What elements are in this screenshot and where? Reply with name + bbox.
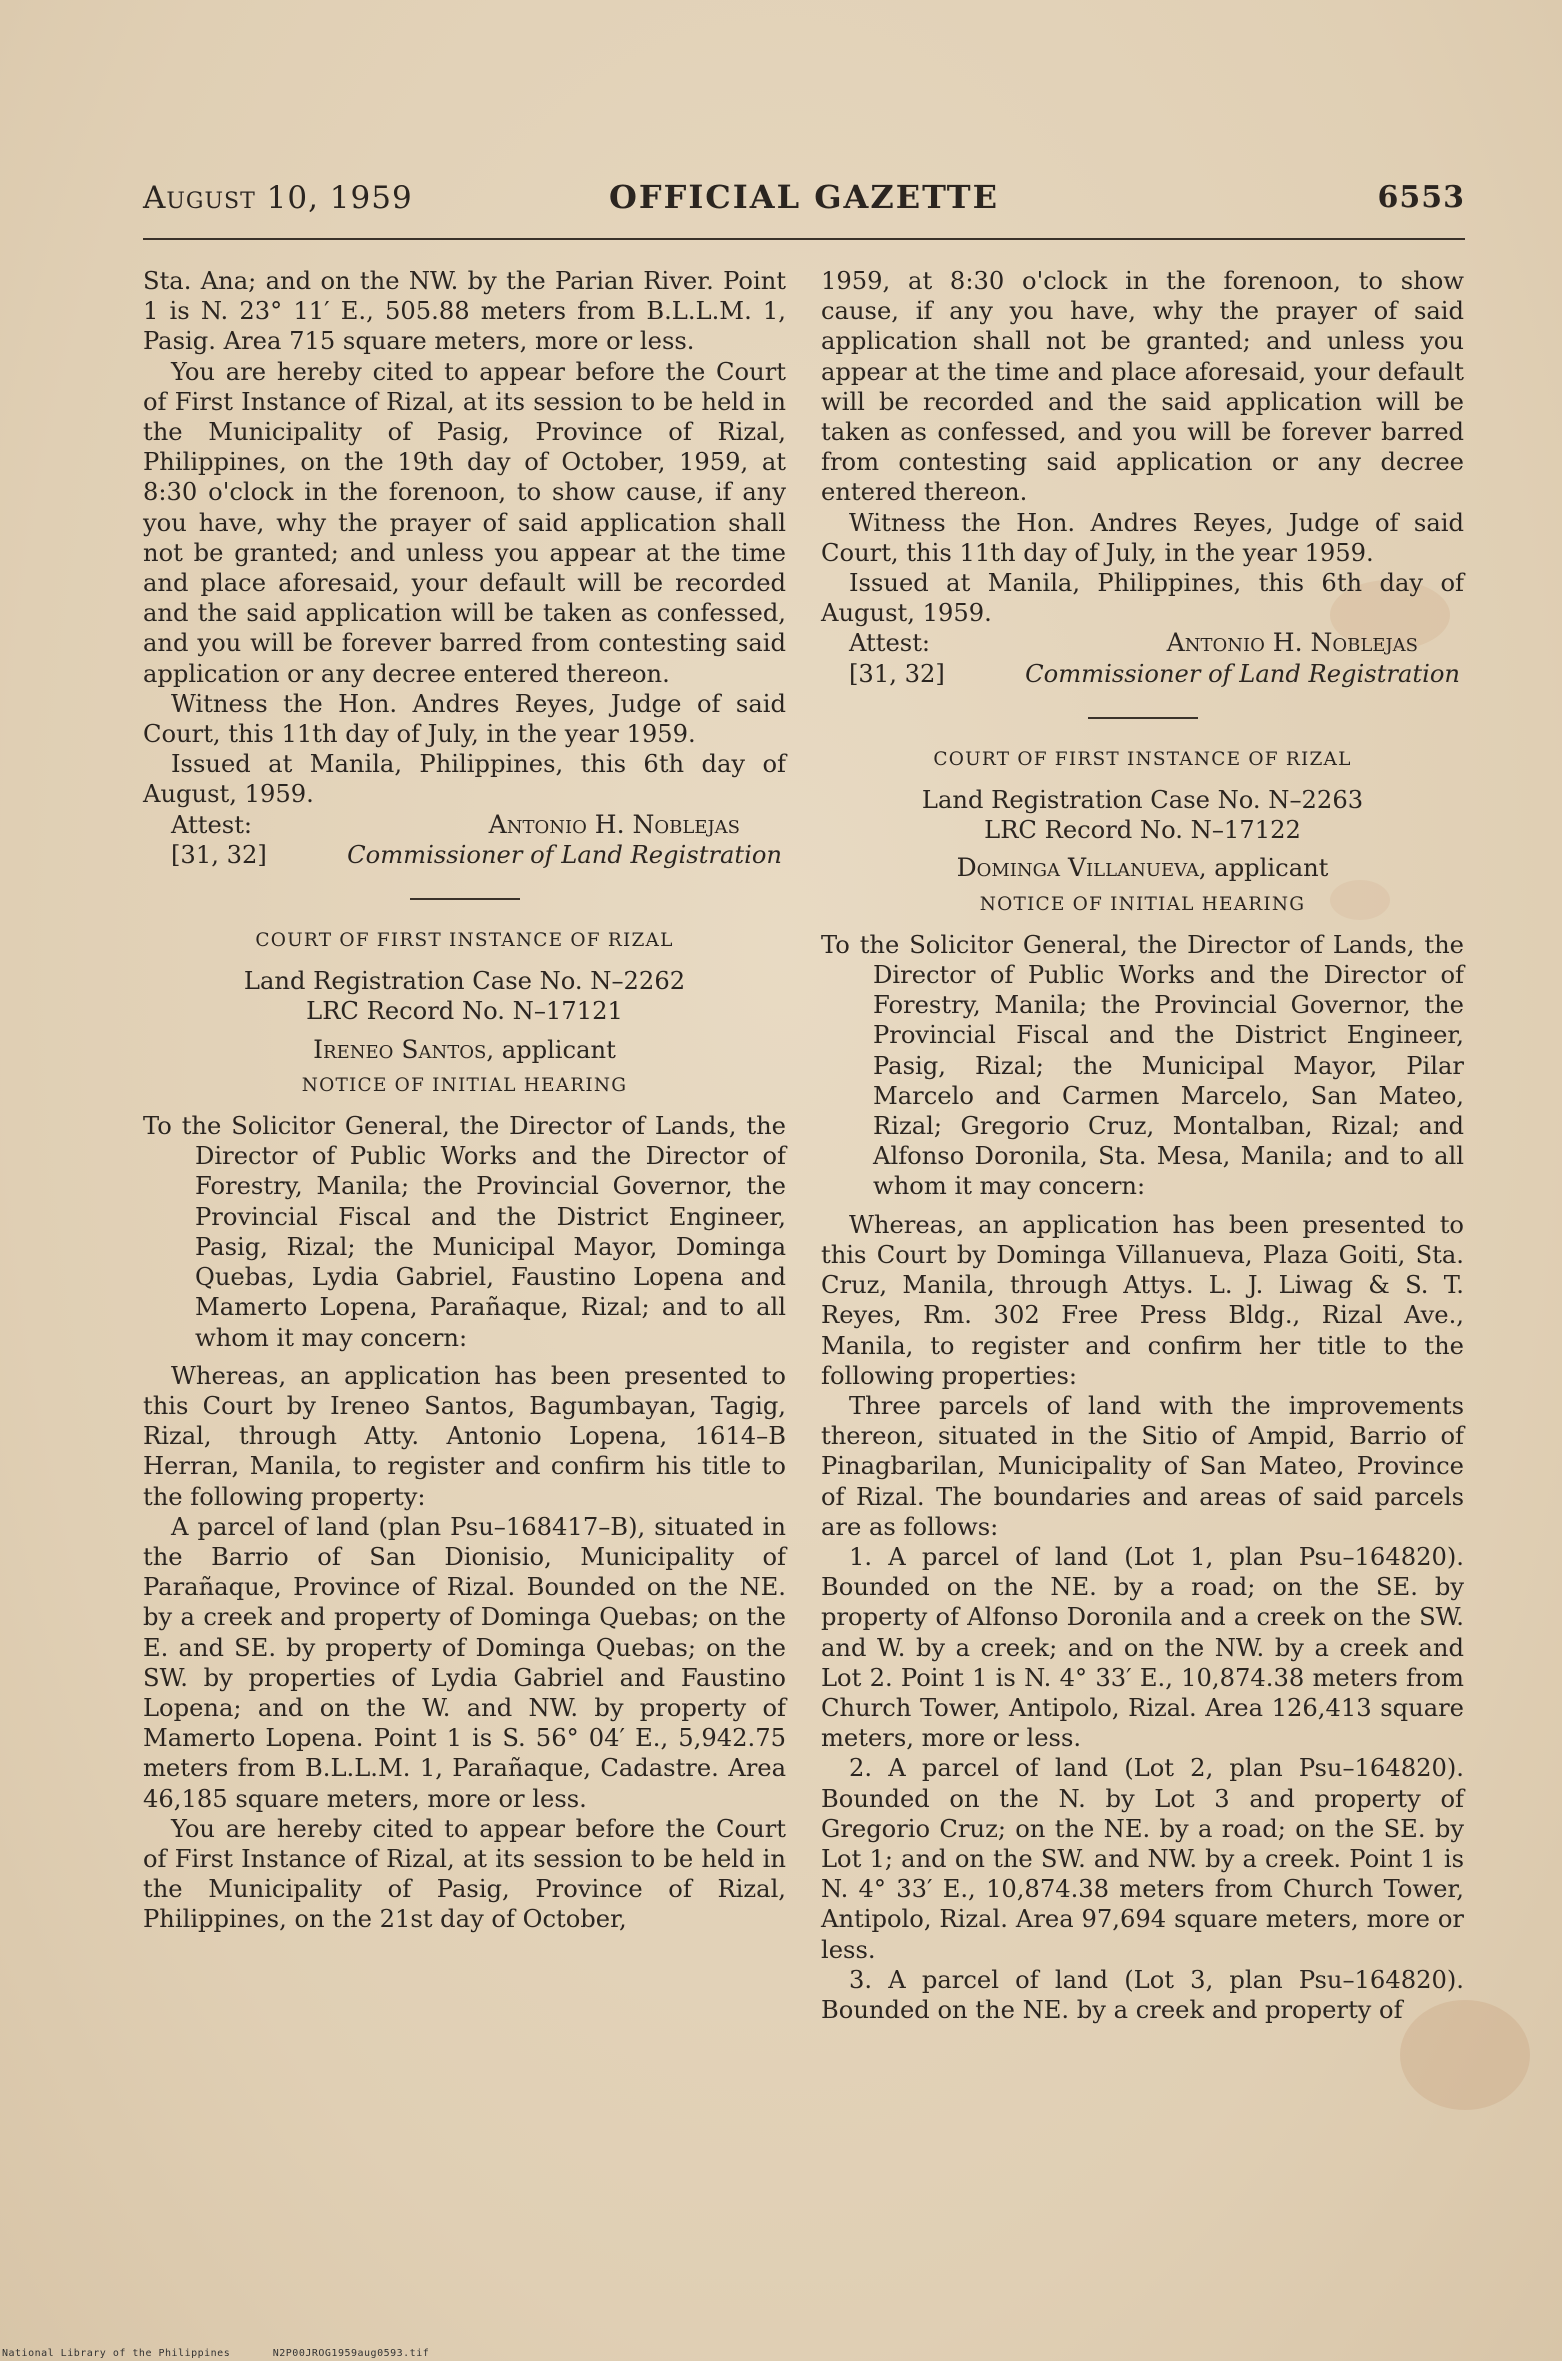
section-divider	[1088, 717, 1198, 719]
page-header	[143, 180, 1465, 224]
issued-paragraph: Issued at Manila, Philippines, this 6th day of August, 1959.	[821, 569, 1464, 628]
issue-date: August 10, 1959	[143, 180, 413, 216]
applicant-name: Ireneo Santos	[313, 1034, 487, 1064]
case-number: Land Registration Case No. N–2262	[243, 967, 686, 996]
attest-name: Antonio H. Noblejas	[1166, 628, 1418, 658]
attest-label: Attest:	[171, 810, 253, 839]
lrc-record-number: LRC Record No. N–17121	[306, 997, 623, 1026]
notice-heading: NOTICE OF INITIAL HEARING	[301, 1074, 628, 1096]
issue-ref: [31, 32]	[171, 840, 267, 869]
attest-label: Attest:	[849, 629, 931, 658]
lot-1-description: 1. A parcel of land (Lot 1, plan Psu–164820). Bounded on the NE. by a road; on the SE. by property of Alfonso Doronila and a creek on the SW. and W. by a creek; and on the NW. by a creek and Lot 2. Point 1 is N. 4° 33′ E., 10,874.38 meters from Church Tower, Antipolo, Rizal. Area 126,413 square meters, more or less.	[821, 1542, 1464, 1753]
attest-line	[821, 628, 1464, 658]
applicant-line	[143, 1035, 786, 1065]
applicant-suffix: , applicant	[486, 1035, 616, 1064]
continued-paragraph: Sta. Ana; and on the NW. by the Parian River. Point 1 is N. 23° 11′ E., 505.88 meters from B.L.L.M. 1, Pasig. Area 715 square meters, more or less.	[143, 267, 786, 356]
attest-name: Antonio H. Noblejas	[488, 809, 740, 839]
attest-title: Commissioner of Land Registration	[347, 840, 782, 869]
page-number: 6553	[1377, 180, 1465, 215]
witness-paragraph: Witness the Hon. Andres Reyes, Judge of said Court, this 11th day of July, in the year 1959.	[821, 508, 1464, 567]
addressees-paragraph: To the Solicitor General, the Director of Lands, the Director of Public Works and the Director of Forestry, Manila; the Provincial Governor, the Provincial Fiscal and the District Engineer, Pasig, Rizal; the Municipal Mayor, Dominga Quebas, Lydia Gabriel, Faustino Lopena and Mamerto Lopena, Parañaque, Rizal; and to all whom it may concern:	[143, 1112, 786, 1352]
witness-paragraph: Witness the Hon. Andres Reyes, Judge of said Court, this 11th day of July, in the year 1959.	[143, 689, 786, 749]
lrc-record-number: LRC Record No. N–17122	[984, 816, 1301, 845]
attest-signature-line	[143, 840, 786, 870]
citation-paragraph: You are hereby cited to appear before the Court of First Instance of Rizal, at its session to be held in the Municipality of Pasig, Province of Rizal, Philippines, on the 21st day of October,	[143, 1814, 786, 1934]
library-credit: National Library of the Philippines	[2, 2348, 231, 2359]
case-number: Land Registration Case No. N–2263	[921, 786, 1364, 815]
whereas-paragraph: Whereas, an application has been presented to this Court by Ireneo Santos, Bagumbayan, Tagig, Rizal, through Atty. Antonio Lopena, 1614–B Herran, Manila, to register and confirm his title to the following property:	[143, 1361, 786, 1511]
attest-signature-line	[821, 659, 1464, 689]
issued-paragraph: Issued at Manila, Philippines, this 6th day of August, 1959.	[143, 750, 786, 809]
continued-paragraph: 1959, at 8:30 o'clock in the forenoon, to show cause, if any you have, why the prayer of said application shall not be granted; and unless you appear at the time and place aforesaid, your default will be recorded and the said application will be taken as confessed, and you will be forever barred from contesting said application or any decree entered thereon.	[821, 267, 1464, 507]
scan-footer	[2, 2348, 465, 2359]
whereas-paragraph: Whereas, an application has been presented to this Court by Dominga Villanueva, Plaza Goiti, Sta. Cruz, Manila, through Attys. L. J. Liwag & S. T. Reyes, Rm. 302 Free Press Bldg., Rizal Ave., Manila, to register and confirm her title to the following properties:	[821, 1210, 1464, 1390]
parcels-intro: Three parcels of land with the improvements thereon, situated in the Sitio of Ampid, Barrio of Pinagbarilan, Municipality of San Mateo, Province of Rizal. The boundaries and areas of said parcels are as follows:	[821, 1391, 1464, 1541]
applicant-line	[821, 853, 1464, 883]
scan-filename: N2P00JROG1959aug0593.tif	[272, 2348, 430, 2359]
section-divider	[410, 898, 520, 900]
header-rule	[143, 238, 1465, 240]
lot-3-description: 3. A parcel of land (Lot 3, plan Psu–164820). Bounded on the NE. by a creek and property of	[821, 1965, 1464, 2024]
lot-2-description: 2. A parcel of land (Lot 2, plan Psu–164820). Bounded on the N. by Lot 3 and property of Gregorio Cruz; on the NE. by a road; on the SE. by Lot 1; and on the SW. and NW. by a creek. Point 1 is N. 4° 33′ E., 10,874.38 meters from Church Tower, Antipolo, Rizal. Area 97,694 square meters, more or less.	[821, 1754, 1464, 1964]
attest-title: Commissioner of Land Registration	[1025, 659, 1460, 688]
court-heading: COURT OF FIRST INSTANCE OF RIZAL	[933, 748, 1352, 770]
publication-title: OFFICIAL GAZETTE	[609, 178, 999, 216]
applicant-name: Dominga Villanueva	[956, 853, 1199, 883]
issue-ref: [31, 32]	[849, 659, 945, 688]
applicant-suffix: , applicant	[1198, 854, 1329, 883]
right-column	[821, 266, 1464, 2025]
court-heading: COURT OF FIRST INSTANCE OF RIZAL	[255, 930, 674, 952]
notice-heading: NOTICE OF INITIAL HEARING	[979, 893, 1306, 915]
addressees-paragraph: To the Solicitor General, the Director of Lands, the Director of Public Works and the Director of Forestry, Manila; the Provincial Governor, the Provincial Fiscal and the District Engineer, Pasig, Rizal; the Municipal Mayor, Pilar Marcelo and Carmen Marcelo, San Mateo, Rizal; Gregorio Cruz, Montalban, Rizal; and Alfonso Doronila, Sta. Mesa, Manila; and to all whom it may concern:	[821, 930, 1464, 1201]
parcel-description: A parcel of land (plan Psu–168417–B), situated in the Barrio of San Dionisio, Municipality of Parañaque, Province of Rizal. Bounded on the NE. by a creek and property of Dominga Quebas; on the E. and SE. by property of Dominga Quebas; on the SW. by properties of Lydia Gabriel and Faustino Lopena; and on the W. and NW. by property of Mamerto Lopena. Point 1 is S. 56° 04′ E., 5,942.75 meters from B.L.L.M. 1, Parañaque, Cadastre. Area 46,185 square meters, more or less.	[143, 1512, 786, 1813]
citation-paragraph: You are hereby cited to appear before the Court of First Instance of Rizal, at its session to be held in the Municipality of Pasig, Province of Rizal, Philippines, on the 19th day of October, 1959, at 8:30 o'clock in the forenoon, to show cause, if any you have, why the prayer of said application shall not be granted; and unless you appear at the time and place aforesaid, your default will be recorded and the said application will be taken as confessed, and you will be forever barred from contesting said application or any decree entered thereon.	[143, 357, 786, 688]
left-column	[143, 266, 786, 1935]
attest-line	[143, 810, 786, 840]
